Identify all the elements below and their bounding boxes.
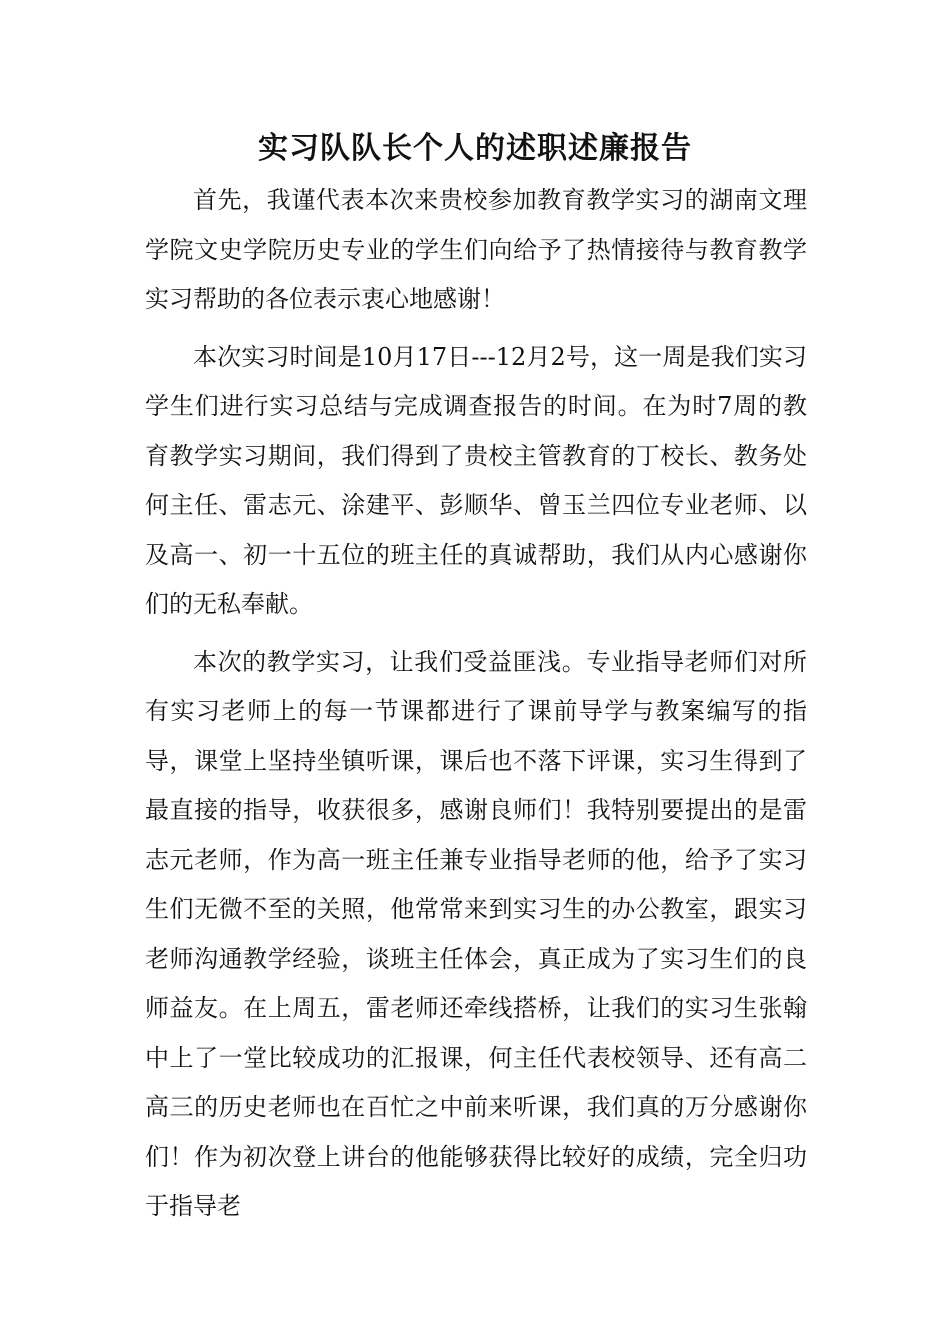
- paragraph-teaching-benefits: 本次的教学实习，让我们受益匪浅。专业指导老师们对所有实习老师上的每一节课都进行了课前导学与教案编写的指导，课堂上坚持坐镇听课，课后也不落下评课，实习生得到了最直接的指导，收获很多，感谢良师们！我特别要提出的是雷志元老师，作为高一班主任兼专业指导老师的他，给予了实习生们无微不至的关照，他常常来到实习生的办公教室，跟实习老师沟通教学经验，谈班主任体会，真正成为了实习生们的良师益友。在上周五，雷老师还牵线搭桥，让我们的实习生张翰中上了一堂比较成功的汇报课，何主任代表校领导、还有高二高三的历史老师也在百忙之中前来听课，我们真的万分感谢你们！作为初次登上讲台的他能够获得比较好的成绩，完全归功于指导老: [145, 647, 807, 1220]
- paragraph-thanks: 首先，我谨代表本次来贵校参加教育教学实习的湖南文理学院文史学院历史专业的学生们向给予了热情接待与教育教学实习帮助的各位表示衷心地感谢！: [145, 186, 807, 313]
- document-body: [145, 176, 807, 1240]
- paragraph-internship-period: 本次实习时间是10月17日---12月2号，这一周是我们实习学生们进行实习总结与完成调查报告的时间。在为时7周的教育教学实习期间，我们得到了贵校主管教育的丁校长、教务处何主任、雷志元、涂建平、彭顺华、曾玉兰四位专业老师、以及高一、初一十五位的班主任的真诚帮助，我们从内心感谢你们的无私奉献。: [145, 342, 807, 618]
- document-title: 实习队队长个人的述职述廉报告: [258, 131, 692, 166]
